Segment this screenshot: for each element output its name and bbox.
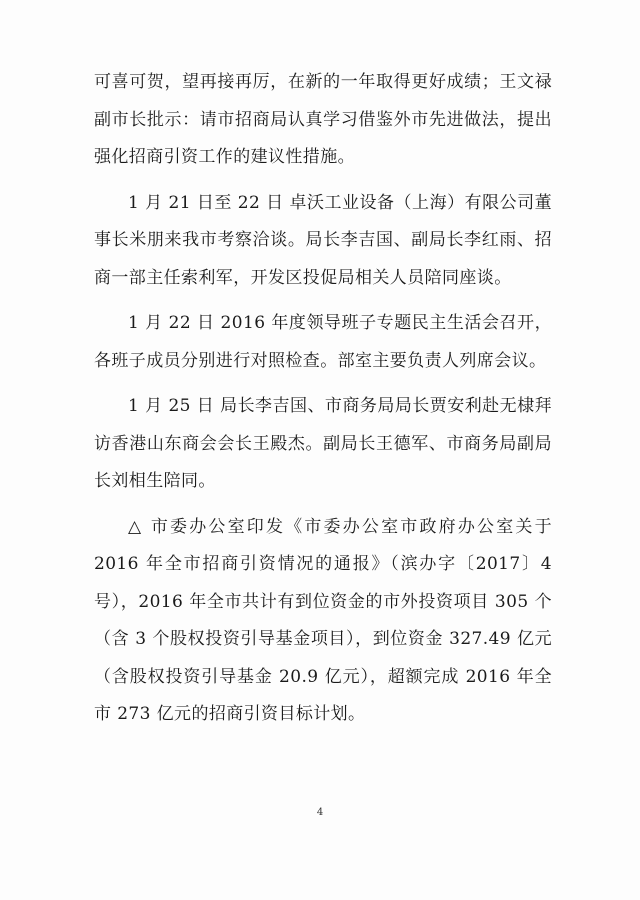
paragraph-notice: △ 市委办公室印发《市委办公室市政府办公室关于 2016 年全市招商引资情况的通报》（滨办字〔2017〕4 号），2016 年全市共计有到位资金的市外投资项目 305 个（含 3 个股权投资引导基金项目），到位资金 327.49 亿元（含股权投资引导基金 20.9 亿元），超额完成 2016 年全市 273 亿元的招商引资目标计划。 (94, 516, 552, 724)
document-body (94, 64, 552, 742)
paragraph-continuation: 可喜可贺，望再接再厉，在新的一年取得更好成绩；王文禄副市长批示：请市招商局认真学习借鉴外市先进做法，提出强化招商引资工作的建议性措施。 (94, 72, 552, 167)
paragraph-jan-21-22: 1 月 21 日至 22 日 卓沃工业设备（上海）有限公司董事长米朋来我市考察洽谈。局长李吉国、副局长李红雨、招商一部主任索利军，开发区投促局相关人员陪同座谈。 (94, 192, 552, 288)
page-number: 4 (316, 807, 324, 818)
paragraph-jan-22: 1 月 22 日 2016 年度领导班子专题民主生活会召开，各班子成员分别进行对照检查。部室主要负责人列席会议。 (94, 313, 552, 371)
paragraph-jan-25: 1 月 25 日 局长李吉国、市商务局局长贾安利赴无棣拜访香港山东商会会长王殿杰。副局长王德军、市商务局副局长刘相生陪同。 (94, 396, 552, 491)
